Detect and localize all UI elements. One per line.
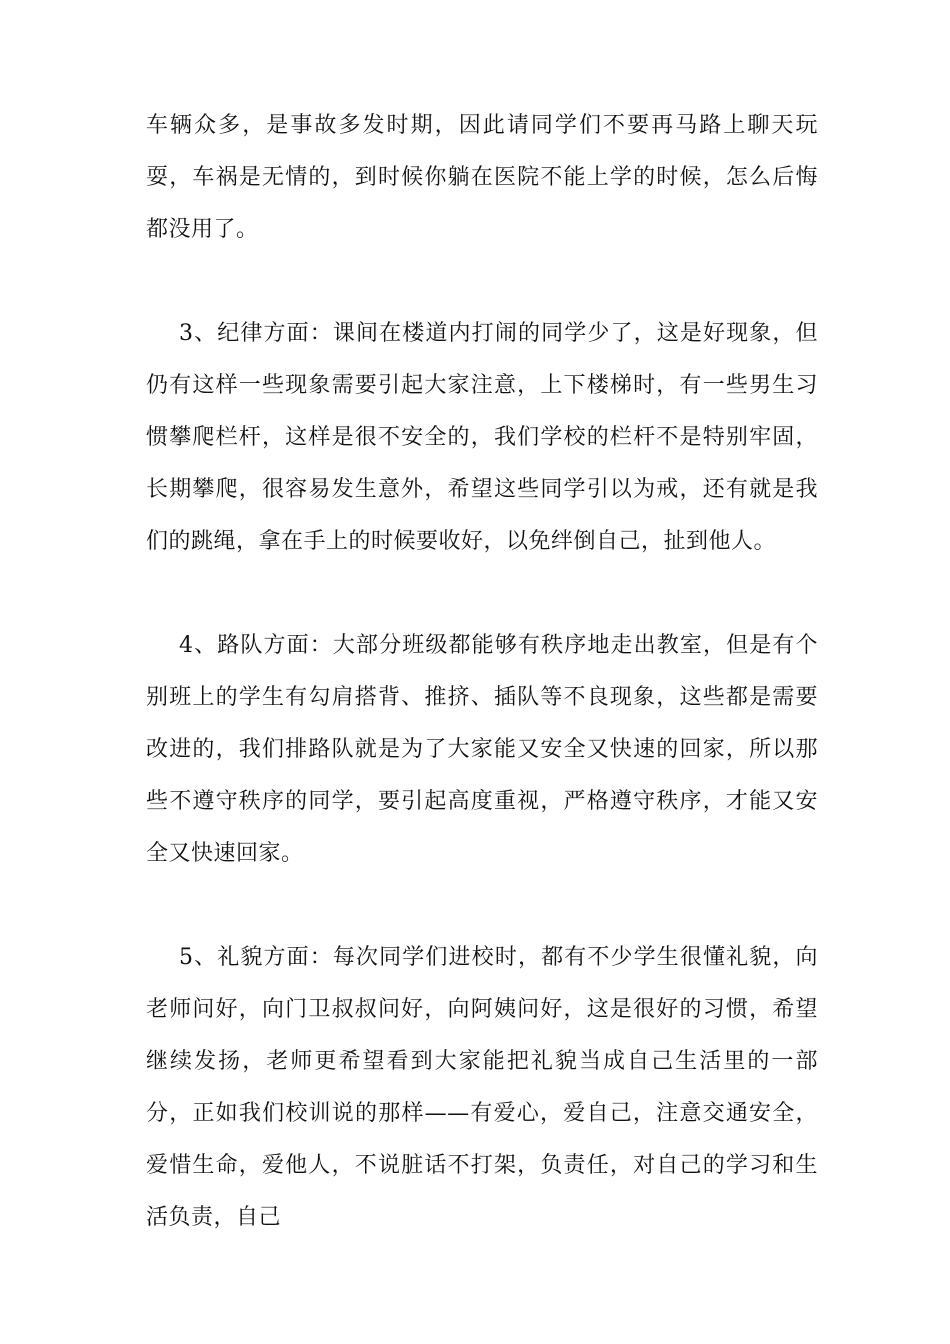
document-body — [146, 100, 818, 1244]
paragraph-gap — [146, 880, 818, 932]
paragraph-manners: 5、礼貌方面：每次同学们进校时，都有不少学生很懂礼貌，向老师问好，向门卫叔叔问好，向阿姨问好，这是很好的习惯，希望继续发扬，老师更希望看到大家能把礼貌当成自己生活里的一部分，正如我们校训说的那样——有爱心，爱自己，注意交通安全，爱惜生命，爱他人，不说脏话不打架，负责任，对自己的学习和生活负责，自己 — [146, 945, 818, 1230]
paragraph-gap — [146, 568, 818, 620]
paragraph-continuation: 车辆众多，是事故多发时期，因此请同学们不要再马路上聊天玩耍，车祸是无情的，到时候你躺在医院不能上学的时候，怎么后悔都没用了。 — [146, 113, 818, 242]
paragraph-queue: 4、路队方面：大部分班级都能够有秩序地走出教室，但是有个别班上的学生有勾肩搭背、推挤、插队等不良现象，这些都是需要改进的，我们排路队就是为了大家能又安全又快速的回家，所以那些不遵守秩序的同学，要引起高度重视，严格遵守秩序，才能又安全又快速回家。 — [146, 633, 818, 866]
paragraph-gap — [146, 256, 818, 308]
paragraph-discipline: 3、纪律方面：课间在楼道内打闹的同学少了，这是好现象，但仍有这样一些现象需要引起大家注意，上下楼梯时，有一些男生习惯攀爬栏杆，这样是很不安全的，我们学校的栏杆不是特别牢固，长期攀爬，很容易发生意外，希望这些同学引以为戒，还有就是我们的跳绳，拿在手上的时候要收好，以免绊倒自己，扯到他人。 — [146, 321, 818, 554]
